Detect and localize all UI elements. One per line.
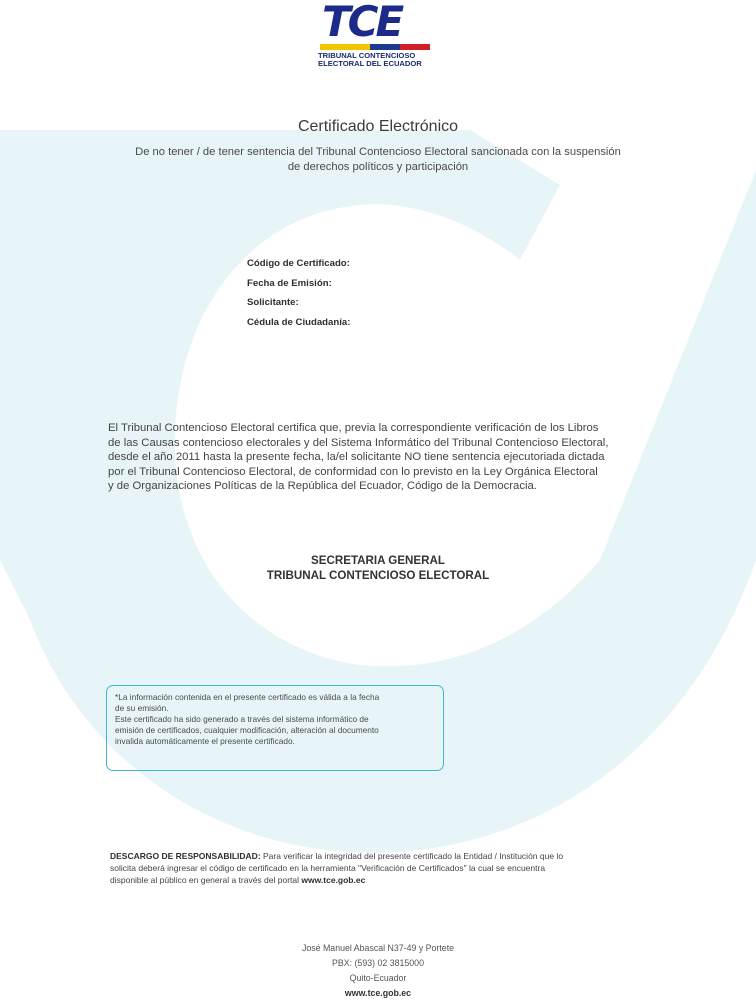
disclaimer-line3 <box>110 874 650 886</box>
field-cedula: Cédula de Ciudadanía: <box>247 316 351 328</box>
notice-line: invalida automáticamente el presente certificado. <box>115 736 295 747</box>
document-subtitle <box>100 145 656 174</box>
footer <box>0 941 756 1001</box>
disclaimer-line3-text: disponible al público en general a través del portal <box>110 875 302 886</box>
certificate-fields <box>247 257 350 335</box>
body-line: desde el año 2011 hasta la presente fecha, la/el solicitante NO tiene sentencia ejecutoriada dictada <box>108 451 605 464</box>
notice-line: *La información contenida en el presente certificado es válida a la fecha <box>115 692 380 702</box>
disclaimer-line1-text: Para verificar la integridad del presente certificado la Entidad / Institución que lo <box>260 851 564 861</box>
logo-caption <box>318 52 436 69</box>
flag-yellow <box>320 44 370 50</box>
validity-notice-box <box>106 685 444 771</box>
subtitle-line1: De no tener / de tener sentencia del Tribunal Contencioso Electoral sancionada con la suspensión <box>135 146 621 158</box>
logo-caption-line1: TRIBUNAL CONTENCIOSO <box>318 51 416 60</box>
disclaimer-line2: solicita deberá ingresar el código de certificado en la herramienta "Verificación de Certificados" la cual se encuentra <box>110 863 546 874</box>
notice-line: emisión de certificados, cualquier modificación, alteración al documento <box>115 725 379 736</box>
field-solicitante: Solicitante: <box>247 297 299 309</box>
disclaimer <box>110 850 650 887</box>
field-fecha: Fecha de Emisión: <box>247 277 332 289</box>
flag-red <box>400 44 430 50</box>
secretaria-line2: TRIBUNAL CONTENCIOSO ELECTORAL <box>266 569 490 582</box>
subtitle-line2: de derechos políticos y participación <box>287 160 469 173</box>
flag-blue <box>370 44 400 50</box>
notice-line: Este certificado ha sido generado a través del sistema informático de <box>115 714 369 725</box>
disclaimer-line1 <box>110 850 650 862</box>
secretaria-line1: SECRETARIA GENERAL <box>311 554 445 567</box>
notice-line: de su emisión. <box>115 703 169 714</box>
body-line: El Tribunal Contencioso Electoral certifica que, previa la correspondiente verificación de los Libros <box>108 422 599 434</box>
certification-paragraph <box>108 421 653 494</box>
disclaimer-label: DESCARGO DE RESPONSABILIDAD: <box>110 851 261 861</box>
ecuador-flag-stripe <box>320 44 430 50</box>
svg-text:TCE: TCE <box>322 0 402 40</box>
portal-link[interactable]: www.tce.gob.ec <box>301 875 366 886</box>
field-codigo: Código de Certificado: <box>247 258 350 269</box>
tce-wordmark <box>320 0 434 40</box>
footer-address: José Manuel Abascal N37-49 y Portete <box>301 943 455 953</box>
body-line: y de Organizaciones Políticas de la República del Ecuador, Código de la Democracia. <box>108 480 537 493</box>
tce-logo <box>318 0 438 74</box>
signature-block <box>0 553 756 583</box>
body-line: de las Causas contencioso electorales y del Sistema Informático del Tribunal Contencioso Electoral, <box>108 436 609 449</box>
body-line: por el Tribunal Contencioso Electoral, de conformidad con lo previsto en la Ley Orgánica Electoral <box>108 465 598 478</box>
footer-phone: PBX: (593) 02 3815000 <box>332 958 424 968</box>
document-title: Certificado Electrónico <box>297 118 459 135</box>
logo-caption-line2: ELECTORAL DEL ECUADOR <box>318 59 422 69</box>
footer-website-link[interactable]: www.tce.gob.ec <box>344 988 412 998</box>
footer-city: Quito-Ecuador <box>349 973 407 983</box>
